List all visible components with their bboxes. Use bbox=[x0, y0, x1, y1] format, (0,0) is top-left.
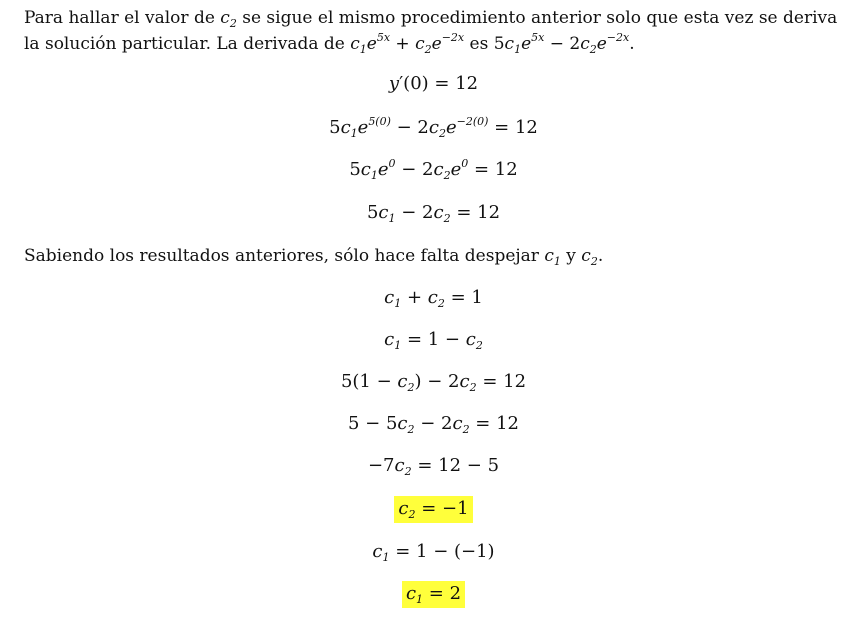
intro-line-1 bbox=[24, 6, 837, 30]
middle-text-3: . bbox=[597, 246, 604, 266]
middle-text-1: Sabiendo los resultados anteriores, sólo hace falta despejar bbox=[24, 246, 545, 266]
intro-text-4: es bbox=[464, 34, 494, 54]
equation-yprime: y′(0) = 12 bbox=[388, 73, 479, 94]
math-particular-solution: $c_1e^{5x}$ bbox=[350, 31, 391, 56]
equation-c1-result bbox=[0, 582, 867, 606]
intro-line-2: la solución particular. La derivada de $c_1e^{5x} + c_2e^{-2x}$ es $5c_1e^{5x} - 2c_2e^{-2x}$. bbox=[24, 31, 635, 56]
middle-sentence: Sabiendo los resultados anteriores, sólo hace falta despejar $c_1$ y $c_2$. bbox=[24, 246, 604, 268]
highlight-c1-result: $c_1 = 2$ bbox=[402, 581, 465, 608]
intro-text-5: . bbox=[629, 34, 635, 54]
equation-system-2: $5c_1 - 2c_2 = 12$ bbox=[366, 202, 501, 225]
equation-c1-isolated: $c_1 = 1 - c_2$ bbox=[384, 329, 483, 352]
math-derivative: $5c_1e^{5x} - 2c_2e^{-2x}$ bbox=[493, 31, 630, 56]
equation-c2-result bbox=[0, 497, 867, 521]
math-c2-inline: $c_2$ bbox=[220, 8, 237, 30]
equation-exponent-zero: $5c_1e^0 - 2c_2e^0 = 12$ bbox=[349, 157, 518, 182]
equation-substitution: $5(1 - c_2) - 2c_2 = 12$ bbox=[340, 371, 527, 394]
middle-text-2: y bbox=[560, 246, 582, 266]
equation-substituted: $5c_1e^{5(0)} - 2c_2e^{-2(0)} = 12$ bbox=[329, 115, 538, 140]
equation-c1-substitution: $c_1 = 1 - (-1)$ bbox=[372, 541, 495, 564]
equation-system-1: $c_1 + c_2 = 1$ bbox=[384, 287, 483, 310]
intro-text-2: se sigue el mismo procedimiento anterior solo que esta vez se deriva bbox=[236, 8, 838, 28]
intro-text-3: la solución particular. La derivada de bbox=[24, 34, 351, 54]
intro-text-1: Para hallar el valor de bbox=[24, 8, 221, 28]
highlight-c2-result: $c_2 = -1$ bbox=[394, 496, 472, 523]
equation-combined: $-7c_2 = 12 - 5$ bbox=[367, 455, 500, 478]
equation-expanded: $5 - 5c_2 - 2c_2 = 12$ bbox=[347, 413, 520, 436]
